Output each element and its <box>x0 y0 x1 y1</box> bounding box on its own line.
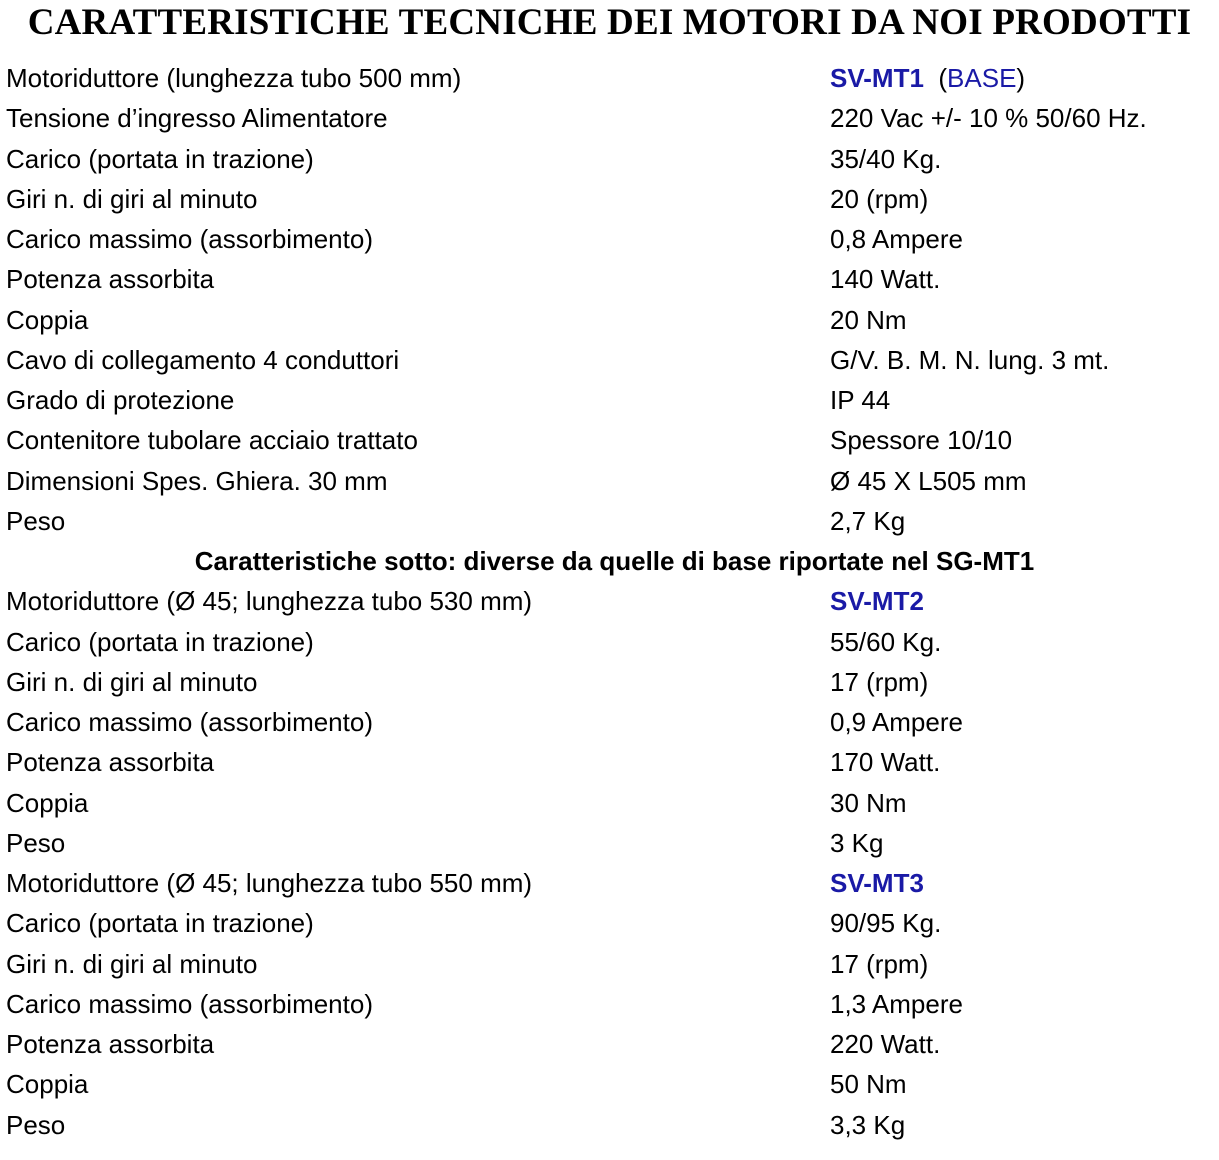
spec-label: Potenza assorbita <box>6 1029 215 1059</box>
model-name-sv-mt2: SV-MT2 <box>830 586 924 617</box>
spec-label: Peso <box>6 1109 66 1140</box>
spec-label: Dimensioni Spes. Ghiera. 30 mm <box>6 465 388 496</box>
spec-row <box>0 219 1219 259</box>
spec-label: Peso <box>6 827 66 858</box>
spec-row <box>0 179 1219 219</box>
section-header-sv-mt3 <box>0 863 1219 903</box>
spec-value: 30 Nm <box>830 787 907 818</box>
spec-label: Coppia <box>6 1069 89 1100</box>
spec-value: 50 Nm <box>830 1069 907 1100</box>
spec-label: Potenza assorbita <box>6 264 215 295</box>
section-header-label: Motoriduttore (Ø 45; lunghezza tubo 530 mm) <box>6 586 533 617</box>
spec-value: 17 (rpm) <box>830 948 929 979</box>
spec-row <box>0 783 1219 823</box>
section-header-sv-mt2 <box>0 581 1219 621</box>
spec-label: Peso <box>6 505 66 536</box>
spec-value: G/V. B. M. N. lung. 3 mt. <box>830 344 1110 375</box>
section-header-label: Motoriduttore (lunghezza tubo 500 mm) <box>6 63 462 93</box>
paren-open: ( <box>938 63 948 93</box>
spec-label: Tensione d’ingresso Alimentatore <box>6 103 388 134</box>
spec-value: 220 Vac +/- 10 % 50/60 Hz. <box>830 103 1147 134</box>
spec-value: 55/60 Kg. <box>830 626 942 657</box>
spec-row <box>0 1024 1219 1064</box>
spec-value: 90/95 Kg. <box>830 908 942 939</box>
spec-row <box>0 461 1219 501</box>
spec-row <box>0 823 1219 863</box>
spec-label: Potenza assorbita <box>6 747 215 778</box>
spec-row <box>0 98 1219 138</box>
spec-label: Carico (portata in trazione) <box>6 626 314 657</box>
spec-value: 0,8 Ampere <box>830 224 963 254</box>
spec-label: Contenitore tubolare acciaio trattato <box>6 425 418 456</box>
spec-value: Ø 45 X L505 mm <box>830 465 1027 496</box>
spec-row <box>0 984 1219 1024</box>
spec-row <box>0 662 1219 702</box>
spec-value: 20 Nm <box>830 304 907 335</box>
spec-value: 0,9 Ampere <box>830 707 963 737</box>
spec-value: 2,7 Kg <box>830 505 906 536</box>
spec-label: Carico (portata in trazione) <box>6 908 314 939</box>
spec-value: 20 (rpm) <box>830 183 929 214</box>
spec-row <box>0 702 1219 742</box>
spec-row <box>0 1064 1219 1104</box>
spec-list <box>0 58 1219 1145</box>
model-name-sv-mt3: SV-MT3 <box>830 868 924 898</box>
spec-label: Carico massimo (assorbimento) <box>6 988 373 1019</box>
spec-label: Giri n. di giri al minuto <box>6 948 258 979</box>
spec-label: Grado di protezione <box>6 385 235 415</box>
spec-label: Carico massimo (assorbimento) <box>6 224 373 254</box>
spec-value: 220 Watt. <box>830 1029 941 1059</box>
spec-label: Cavo di collegamento 4 conduttori <box>6 344 400 375</box>
spec-row <box>0 742 1219 782</box>
spec-value: 3 Kg <box>830 827 884 858</box>
spec-value: 140 Watt. <box>830 264 941 295</box>
section-header-label: Motoriduttore (Ø 45; lunghezza tubo 550 mm) <box>6 868 533 898</box>
spec-value: 17 (rpm) <box>830 666 929 697</box>
base-tag: BASE <box>947 63 1017 93</box>
model-name-sv-mt1: SV-MT1 <box>830 63 924 93</box>
page-title: CARATTERISTICHE TECNICHE DEI MOTORI DA NOI PRODOTTI <box>27 2 1192 43</box>
spec-row <box>0 340 1219 380</box>
spec-row <box>0 300 1219 340</box>
section-header-sv-mt1 <box>0 58 1219 98</box>
spec-value: 170 Watt. <box>830 747 941 778</box>
spec-row <box>0 380 1219 420</box>
spec-row <box>0 944 1219 984</box>
spec-label: Giri n. di giri al minuto <box>6 183 258 214</box>
paren-close: ) <box>1016 63 1026 93</box>
spec-row <box>0 903 1219 943</box>
spec-label: Giri n. di giri al minuto <box>6 666 258 697</box>
spec-row <box>0 259 1219 299</box>
spec-label: Coppia <box>6 304 89 335</box>
spec-row <box>0 501 1219 541</box>
spec-label: Coppia <box>6 787 89 818</box>
section-note: Caratteristiche sotto: diverse da quelle di base riportate nel SG-MT1 <box>194 546 1035 576</box>
spec-label: Carico massimo (assorbimento) <box>6 707 373 737</box>
spec-value: 1,3 Ampere <box>830 988 963 1019</box>
spec-row <box>0 622 1219 662</box>
spec-label: Carico (portata in trazione) <box>6 143 314 174</box>
spec-row <box>0 139 1219 179</box>
spec-value: 3,3 Kg <box>830 1109 906 1140</box>
spec-value: IP 44 <box>830 385 891 415</box>
spec-value: 35/40 Kg. <box>830 143 942 174</box>
model-value <box>830 58 1025 98</box>
spec-row <box>0 1105 1219 1145</box>
spec-value: Spessore 10/10 <box>830 425 1013 456</box>
spec-row <box>0 420 1219 460</box>
